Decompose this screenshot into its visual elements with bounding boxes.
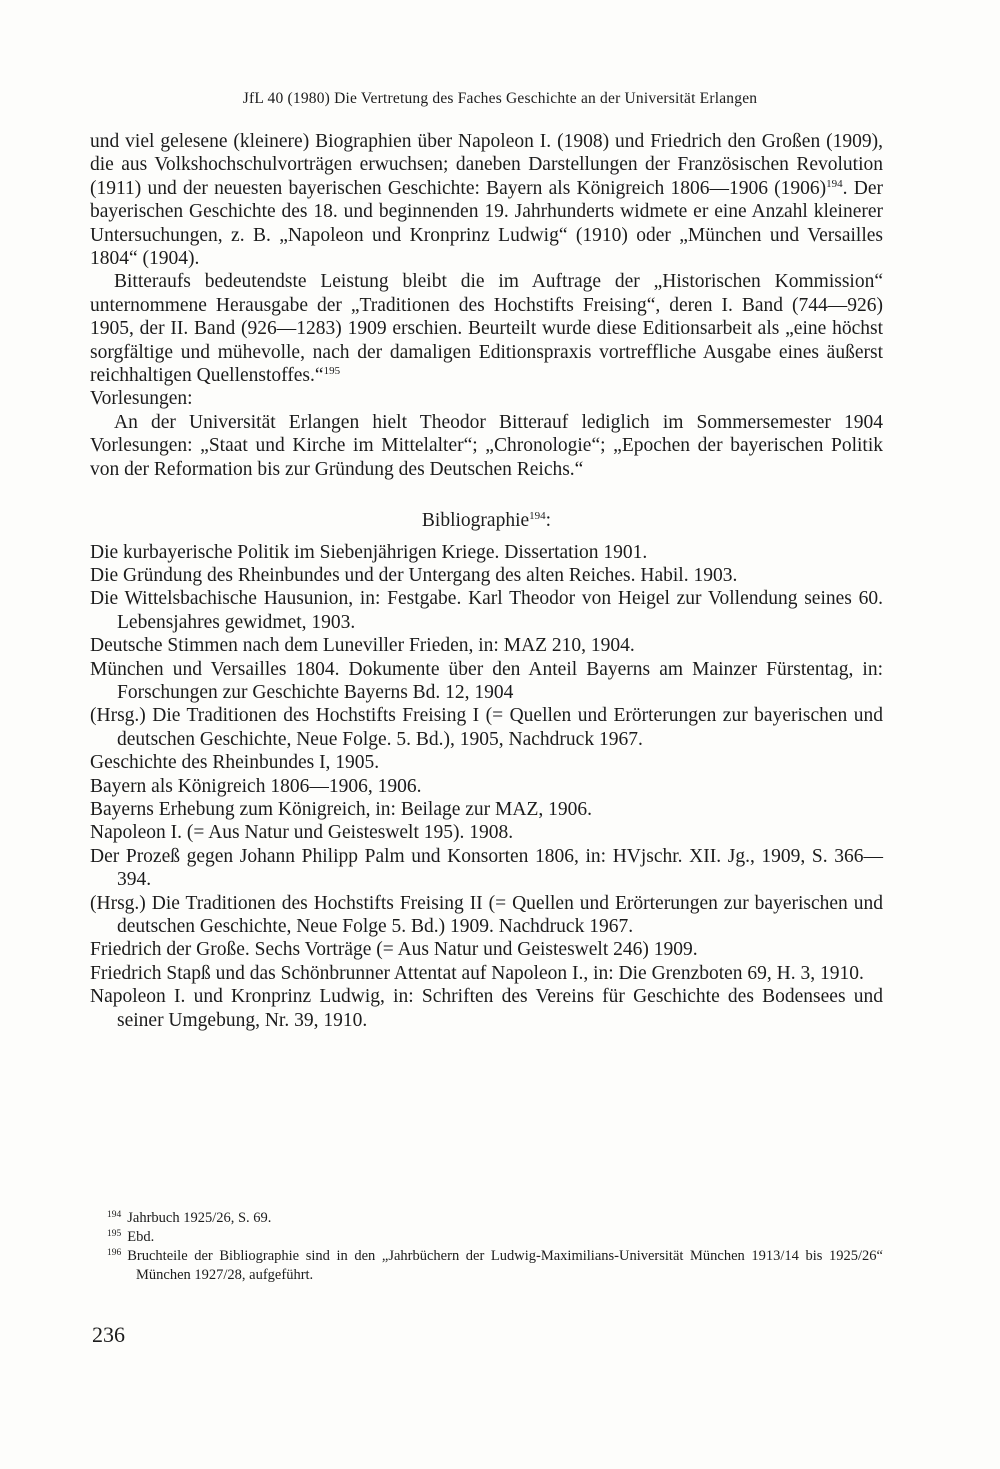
bibliography-list (90, 541, 883, 1033)
paragraph-main-work (90, 270, 883, 387)
paragraph-text: und viel gelesene (kleinere) Biographien über Napoleon I. (1908) und Friedrich den Großen (1909), die aus Volkshochschulvorträgen erwuchsen; daneben Darstellungen der Französischen Revolution (1911) und der neuesten bayerischen Geschichte: Bayern als Königreich 1806—1906 (1906) (90, 131, 883, 199)
footnote-195 (107, 1228, 883, 1247)
bibliography-entry: Bayern als Königreich 1806—1906, 1906. (90, 775, 422, 797)
footnote-number: 196 (107, 1248, 122, 1258)
bibliography-entry: (Hrsg.) Die Traditionen des Hochstifts Freising I (= Quellen und Erörterungen zur bayerischen und deutschen Geschichte, Neue Folge. 5. Bd.), 1905, Nachdruck 1967. (90, 705, 883, 750)
bibliography-entry: Die kurbayerische Politik im Siebenjährigen Kriege. Dissertation 1901. (90, 541, 648, 563)
footnote-ref-194[interactable]: 194 (826, 177, 843, 190)
bibliography-entry: Bayerns Erhebung zum Königreich, in: Beilage zur MAZ, 1906. (90, 798, 593, 820)
bibliography-entry: Die Wittelsbachische Hausunion, in: Festgabe. Karl Theodor von Heigel zur Vollendung seines 60. Lebensjahres gewidmet, 1903. (90, 588, 883, 633)
footnote-text: Ebd. (127, 1229, 155, 1245)
footnote-text: Jahrbuch 1925/26, S. 69. (127, 1210, 272, 1226)
footnotes (107, 1209, 883, 1285)
bibliography-entry: Napoleon I. (= Aus Natur und Geisteswelt 195). 1908. (90, 822, 514, 844)
bibliography-entry: Friedrich der Große. Sechs Vorträge (= Aus Natur und Geisteswelt 246) 1909. (90, 939, 698, 961)
bibliography-heading-suffix: : (545, 510, 552, 532)
bibliography-entry: Die Gründung des Rheinbundes und der Untergang des alten Reiches. Habil. 1903. (90, 564, 738, 586)
bibliography-heading (90, 509, 883, 532)
paragraph-text: Bitteraufs bedeutendste Leistung bleibt die im Auftrage der „Historischen Kommission“ unternommene Herausgabe der „Traditionen des Hochstifts Freising“, deren I. Band (744—926) 1905, der II. Band (926—1283) 1909 erschien. Beurteilt wurde diese Editionsarbeit als „eine höchst sorgfältige und mühevolle, nach der damaligen Editionspraxis vortreffliche Ausgabe eines äußerst reichhaltigen Quellenstoffes.“ (90, 271, 883, 387)
bibliography-entry: Deutsche Stimmen nach dem Luneviller Frieden, in: MAZ 210, 1904. (90, 635, 635, 657)
running-head: JfL 40 (1980) Die Vertretung des Faches Geschichte an der Universität Erlangen (242, 90, 758, 107)
bibliography-entry: Geschichte des Rheinbundes I, 1905. (90, 752, 380, 774)
footnote-ref-194[interactable]: 194 (529, 510, 546, 523)
lectures-label: Vorlesungen: (90, 388, 193, 410)
bibliography-entry: Friedrich Stapß und das Schönbrunner Attentat auf Napoleon I., in: Die Grenzboten 69, H. 3, 1910. (90, 962, 864, 984)
bibliography-entry: München und Versailles 1804. Dokumente über den Anteil Bayerns am Mainzer Fürstentag, in: Forschungen zur Geschichte Bayerns Bd. 12, 1904 (90, 658, 883, 703)
footnote-ref-195[interactable]: 195 (323, 365, 341, 378)
footnote-number: 195 (107, 1229, 122, 1239)
footnote-number: 194 (107, 1210, 122, 1220)
bibliography-heading-text: Bibliographie (421, 510, 530, 532)
paragraph-biographies (90, 130, 883, 270)
bibliography-entry: (Hrsg.) Die Traditionen des Hochstifts Freising II (= Quellen und Erörterungen zur bayerischen und deutschen Geschichte, Neue Folge 5. Bd.) 1909. Nachdruck 1967. (90, 892, 883, 937)
paragraph-text: . Der bayerischen Geschichte des 18. und beginnenden 19. Jahrhunderts widmete er eine Anzahl kleinerer Untersuchungen, z. B. „Napoleon und Kronprinz Ludwig“ (1910) oder „München und Versailles 1804“ (1904). (90, 177, 883, 270)
paragraph-lectures: An der Universität Erlangen hielt Theodor Bitterauf lediglich im Sommersemester 1904 Vorlesungen: „Staat und Kirche im Mittelalter“; „Chronologie“; „Epochen der bayerischen Politik von der Reformation bis zur Gründung des Deutschen Reichs.“ (90, 411, 883, 480)
bibliography-entry: Der Prozeß gegen Johann Philipp Palm und Konsorten 1806, in: HVjschr. XII. Jg., 1909, S. 366—394. (90, 845, 883, 891)
bibliography-entry: Napoleon I. und Kronprinz Ludwig, in: Schriften des Vereins für Geschichte des Bodensees und seiner Umgebung, Nr. 39, 1910. (90, 986, 883, 1031)
footnote-text: Bruchteile der Bibliographie sind in den „Jahrbüchern der Ludwig-Maximilians-Universität München 1913/14 bis 1925/26“ München 1927/28, aufgeführt. (127, 1248, 883, 1283)
footnote-194 (107, 1209, 883, 1228)
body-text (90, 130, 883, 1032)
footnote-196 (107, 1247, 883, 1285)
page-number: 236 (92, 1322, 125, 1347)
